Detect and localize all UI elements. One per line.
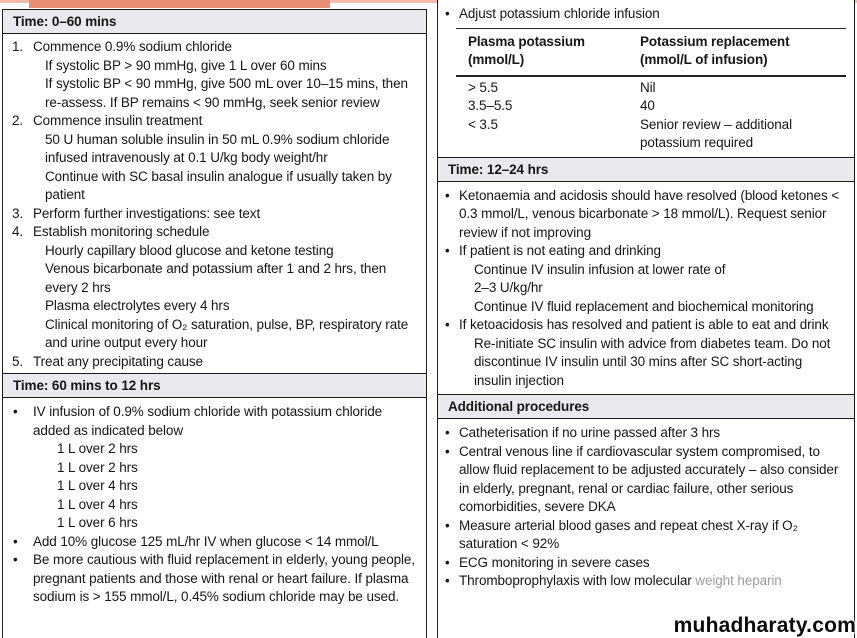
- bullet-text: If patient is not eating and drinking: [459, 243, 661, 258]
- bullet-subline: 1 L over 4 hrs: [57, 496, 138, 512]
- bullet-list: [438, 5, 854, 24]
- step-subline: Hourly capillary blood glucose and ketone testing: [45, 242, 334, 258]
- bullet-marker: [438, 316, 459, 390]
- section-header-time-0-60: [3, 10, 426, 34]
- table-row: [468, 116, 846, 153]
- bullet-subline: Re-initiate SC insulin with advice from diabetes team. Do not discontinue IV insulin until 30 mins after SC short-acting insulin injection: [474, 335, 831, 388]
- section-header-time-60-12: [3, 373, 426, 398]
- step-item: [3, 353, 414, 372]
- bullet-marker: [438, 5, 459, 24]
- bullet-marker: [3, 403, 33, 533]
- numbered-steps: [3, 38, 426, 371]
- table-row: [468, 79, 846, 98]
- table-cell-plasma-potassium: > 5.5: [468, 79, 498, 95]
- step-text: Establish monitoring schedule: [33, 224, 210, 239]
- bullet-text: Measure arterial blood gases and repeat chest X-ray if O₂ saturation < 92%: [459, 517, 798, 551]
- table-body: [456, 77, 846, 157]
- bullet-text: Thromboprophylaxis with low molecular: [459, 573, 692, 588]
- bullet-subline: 1 L over 2 hrs: [57, 441, 138, 456]
- bullet-item: [438, 424, 846, 443]
- step-item: [3, 223, 414, 353]
- bullet-text: Add 10% glucose 125 mL/hr IV when glucose < 14 mmol/L: [33, 533, 379, 549]
- section-title: Time: 0–60 mins: [13, 14, 117, 29]
- right-column: [437, 0, 855, 638]
- table-col1-header: Plasma potassium (mmol/L): [468, 33, 585, 67]
- bullet-item: [3, 533, 418, 552]
- bullet-subline: 1 L over 4 hrs: [57, 478, 138, 493]
- table-header-row: [456, 29, 846, 77]
- table-cell-replacement: Nil: [640, 79, 656, 95]
- step-text: Commence insulin treatment: [33, 113, 203, 128]
- bullet-subline: 2–3 U/kg/hr: [474, 280, 543, 295]
- bullet-list: [438, 187, 854, 391]
- bullet-marker: [438, 572, 459, 591]
- table-cell-replacement: 40: [640, 98, 655, 113]
- bullet-list: [438, 424, 854, 591]
- step-number: 5.: [12, 353, 24, 369]
- section-header-additional-procedures: [438, 394, 854, 419]
- section-title: Time: 60 mins to 12 hrs: [13, 378, 161, 393]
- step-subline: Clinical monitoring of O₂ saturation, pulse, BP, respiratory rate and urine output every hour: [45, 316, 409, 350]
- bullet-item: [438, 242, 846, 316]
- bullet-item: [3, 551, 418, 607]
- bullet-marker: [438, 424, 459, 443]
- bullet-marker: [438, 517, 459, 554]
- table-cell-replacement: Senior review – additional potassium required: [640, 116, 792, 150]
- bullet-text: IV infusion of 0.9% sodium chloride with potassium chloride added as indicated below: [33, 404, 383, 438]
- bullet-item: [438, 443, 846, 517]
- bullet-marker: [438, 187, 459, 243]
- bullet-item: [3, 403, 418, 533]
- bullet-text: Be more cautious with fluid replacement in elderly, young people, pregnant patients and those with renal or heart failure. If plasma sodium is > 155 mmol/L, 0.45% sodium chloride may be used.: [33, 552, 415, 604]
- bullet-marker: [438, 242, 459, 316]
- section-title: Time: 12–24 hrs: [448, 161, 549, 177]
- step-subline: Continue with SC basal insulin analogue if usually taken by patient: [45, 168, 392, 202]
- bullet-text-muted: weight heparin: [691, 573, 782, 588]
- table-cell-plasma-potassium: 3.5–5.5: [468, 98, 513, 113]
- bullet-marker: [438, 443, 459, 517]
- step-item: [3, 38, 414, 112]
- bullet-text: Ketonaemia and acidosis should have resolved (blood ketones < 0.3 mmol/L, venous bicarbonate > 18 mmol/L). Request senior review if not improving: [459, 187, 840, 240]
- bullet-marker: [3, 533, 33, 552]
- step-number: 4.: [12, 224, 24, 239]
- step-text: Perform further investigations: see text: [33, 205, 261, 221]
- step-text: Commence 0.9% sodium chloride: [33, 39, 232, 54]
- step-subline: If systolic BP < 90 mmHg, give 500 mL over 10–15 mins, then re-assess. If BP remains < 90 mmHg, seek senior review: [45, 76, 408, 110]
- step-subline: 50 U human soluble insulin in 50 mL 0.9% sodium chloride infused intravenously at 0.1 U/kg body weight/hr: [45, 131, 390, 165]
- step-number: 3.: [12, 205, 24, 221]
- bullet-item: [438, 572, 846, 591]
- step-text: Treat any precipitating cause: [33, 353, 203, 369]
- step-subline: Venous bicarbonate and potassium after 1 and 2 hrs, then every 2 hrs: [45, 261, 387, 295]
- watermark: muhadharaty.com: [673, 613, 856, 637]
- bullet-marker: [438, 554, 459, 573]
- bullet-text: Catheterisation if no urine passed after 3 hrs: [459, 425, 721, 440]
- bullet-text: Central venous line if cardiovascular system compromised, to allow fluid replacement to be adjusted accurately – also consider in elderly, pregnant, renal or cardiac failure, other serious comorbidities, severe DKA: [459, 443, 839, 514]
- step-subline: If systolic BP > 90 mmHg, give 1 L over 60 mins: [45, 57, 327, 73]
- bullet-text: If ketoacidosis has resolved and patient is able to eat and drink: [459, 317, 829, 332]
- bullet-subline: 1 L over 6 hrs: [57, 515, 138, 530]
- bullet-subline: Continue IV fluid replacement and biochemical monitoring: [474, 298, 814, 314]
- bullet-text: Adjust potassium chloride infusion: [459, 6, 660, 21]
- bullet-text: ECG monitoring in severe cases: [459, 554, 650, 570]
- bullet-item: [438, 517, 846, 554]
- section-header-time-12-24: [438, 157, 854, 182]
- potassium-table: [456, 28, 846, 157]
- bullet-item: [438, 5, 846, 24]
- bullet-marker: [3, 551, 33, 607]
- bullet-subline: Continue IV insulin infusion at lower rate of: [474, 261, 726, 277]
- bullet-subline: 1 L over 2 hrs: [57, 459, 138, 475]
- table-row: [468, 97, 846, 116]
- bullet-item: [438, 554, 846, 573]
- left-column: [2, 9, 427, 638]
- step-number: 1.: [12, 39, 24, 54]
- step-item: [3, 112, 414, 205]
- step-item: [3, 205, 414, 224]
- table-cell-plasma-potassium: < 3.5: [468, 116, 498, 132]
- step-subline: Plasma electrolytes every 4 hrs: [45, 298, 230, 313]
- table-col2-header: Potassium replacement (mmol/L of infusion): [640, 33, 790, 67]
- step-number: 2.: [12, 113, 24, 128]
- top-strip-left: [29, 0, 330, 8]
- bullet-item: [438, 187, 846, 243]
- bullet-list: [3, 403, 426, 607]
- bullet-item: [438, 316, 846, 390]
- section-title: Additional procedures: [448, 399, 590, 414]
